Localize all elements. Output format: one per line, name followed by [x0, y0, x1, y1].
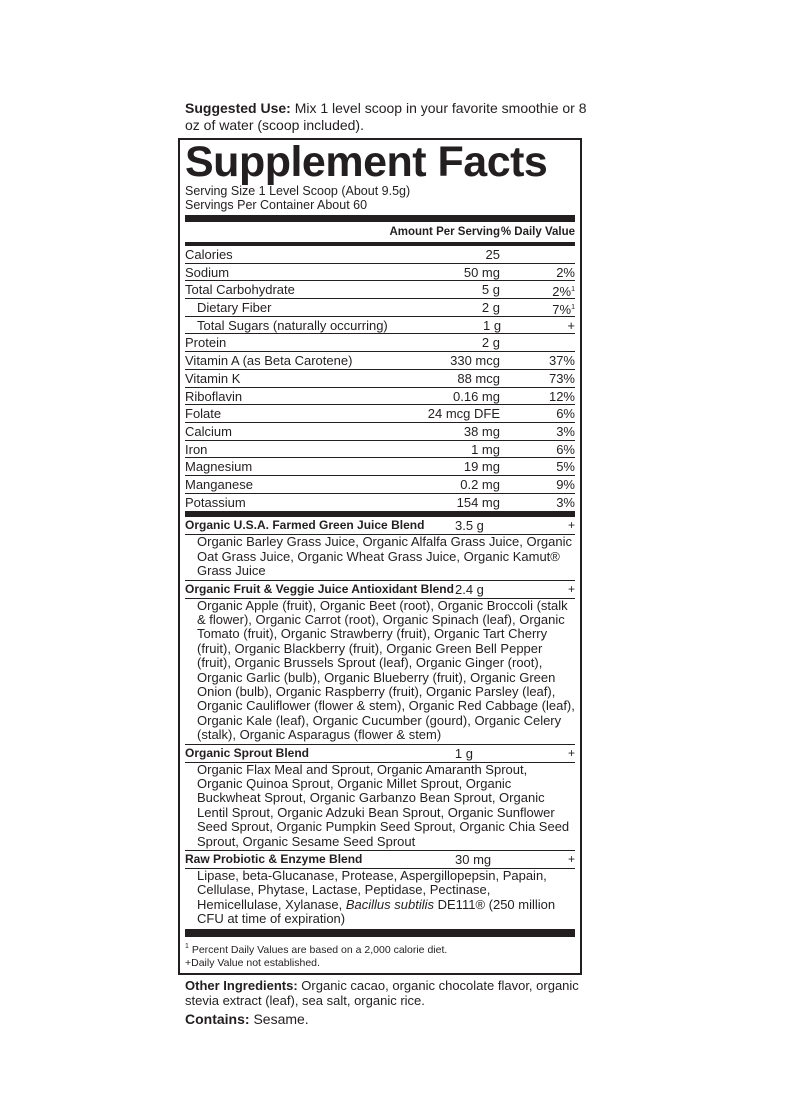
nutrient-amount: 2 g [481, 300, 500, 316]
blend-name: Organic Sprout Blend [185, 745, 310, 760]
nutrient-dv [500, 246, 575, 263]
nutrient-dv [500, 494, 575, 512]
nutrient-name: Vitamin K [185, 370, 241, 386]
blend-dv: + [567, 581, 575, 596]
suggested-use-label: Suggested Use: [185, 100, 291, 116]
footnote-1-sup: 1 [185, 942, 189, 950]
nutrient-dv-sup: 1 [571, 286, 575, 294]
nutrient-amount: 5 g [481, 282, 500, 298]
footnote-1 [185, 940, 575, 957]
nutrient-name: Manganese [185, 476, 253, 492]
nutrient-row [185, 441, 575, 459]
nutrient-amount: 88 mcg [457, 370, 500, 386]
blend-header [185, 850, 575, 868]
blend-name: Organic U.S.A. Farmed Green Juice Blend [185, 518, 425, 533]
nutrient-row [185, 476, 575, 494]
nutrient-dv [500, 405, 575, 422]
column-header [185, 222, 575, 246]
servings-per-container: Servings Per Container About 60 [185, 198, 368, 212]
blend-header [185, 744, 575, 762]
divider-bar [185, 215, 575, 222]
blend-ingredients: Organic Flax Meal and Sprout, Organic Amaranth Sprout, Organic Quinoa Sprout, Organic Millet Sprout, Organic Buckwheat Sprout, Organic Garbanzo Bean Sprout, Organic Lentil Sprout, Organic Adzuki Bean Sprout, Organic Sunflower Seed Sprout, Organic Pumpkin Seed Sprout, Organic Chia Seed Sprout, Organic Sesame Seed Sprout [185, 762, 575, 850]
nutrient-dv-value: + [567, 317, 575, 333]
nutrient-name: Dietary Fiber [197, 300, 272, 316]
suggested-use-text: Mix 1 level scoop in your favorite smoothie or 8 oz of water (scoop included). [185, 100, 587, 133]
nutrient-table [185, 246, 575, 511]
nutrient-name: Magnesium [185, 459, 253, 475]
header-dv: % Daily Value [500, 226, 575, 238]
blend-name: Raw Probiotic & Enzyme Blend [185, 852, 363, 867]
blend-dv: + [567, 518, 575, 533]
nutrient-row [185, 388, 575, 406]
nutrient-row [185, 423, 575, 441]
nutrient-row [185, 317, 575, 335]
contains-text: Sesame. [249, 1011, 309, 1027]
nutrient-dv [500, 476, 575, 493]
contains [185, 1012, 585, 1027]
nutrient-dv-value: 6% [556, 441, 575, 457]
nutrient-amount: 1 g [483, 317, 502, 333]
nutrient-amount: 0.2 mg [460, 476, 500, 492]
nutrient-row [185, 370, 575, 388]
nutrient-amount: 2 g [481, 335, 500, 351]
nutrient-dv [500, 299, 575, 316]
nutrient-amount: 24 mcg DFE [427, 406, 500, 422]
nutrient-dv-value: 7% [552, 302, 572, 318]
nutrient-dv [500, 352, 575, 369]
blend-ingredients: Organic Barley Grass Juice, Organic Alfalfa Grass Juice, Organic Oat Grass Juice, Organic Wheat Grass Juice, Organic Kamut® Grass Juice [185, 534, 575, 579]
nutrient-dv-value: 5% [556, 459, 575, 475]
nutrient-dv [500, 441, 575, 458]
nutrient-dv-value: 12% [548, 388, 575, 404]
nutrient-dv-value: 2% [556, 264, 575, 280]
nutrient-dv-value: 73% [548, 370, 575, 386]
nutrient-dv-value: 3% [556, 423, 575, 439]
footnotes [185, 937, 575, 970]
nutrient-dv-value: 6% [556, 406, 575, 422]
nutrient-row [185, 334, 575, 352]
other-ingredients [185, 978, 585, 1008]
blend-ingredients [185, 868, 575, 928]
nutrient-row [185, 458, 575, 476]
nutrient-dv-value: 2% [552, 284, 572, 300]
nutrient-name: Calcium [185, 423, 232, 439]
header-amount: Amount Per Serving [389, 226, 500, 238]
nutrient-dv [500, 370, 575, 387]
footnote-1-text: Percent Daily Values are based on a 2,000 calorie diet. [188, 943, 448, 956]
nutrient-dv [500, 388, 575, 405]
blend-header [185, 517, 575, 534]
blend-ingredients-italic: Bacillus subtilis [345, 896, 435, 912]
blend-header [185, 580, 575, 598]
blend-dv: + [567, 852, 575, 867]
nutrient-amount: 25 [485, 247, 500, 262]
nutrient-row [185, 246, 575, 264]
divider-bar [185, 929, 575, 937]
nutrient-row [185, 494, 575, 512]
blend-ingredients: Organic Apple (fruit), Organic Beet (root), Organic Broccoli (stalk & flower), Organic Carrot (root), Organic Spinach (leaf), Organic Tomato (fruit), Organic Strawberry (fruit), Organic Tart Cherry (fruit), Organic Blackberry (fruit), Organic Green Bell Pepper (fruit), Organic Brussels Sprout (leaf), Organic Ginger (root), Organic Garlic (bulb), Organic Blueberry (fruit), Organic Green Onion (bulb), Organic Raspberry (fruit), Organic Parsley (leaf), Organic Cauliflower (flower & stem), Organic Red Cabbage (leaf), Organic Kale (leaf), Organic Cucumber (gourd), Organic Celery (stalk), Organic Asparagus (flower & stem) [185, 598, 575, 744]
nutrient-amount: 38 mg [463, 423, 500, 439]
nutrient-dv [500, 423, 575, 440]
blend-amount: 1 g [454, 745, 473, 761]
nutrient-name: Folate [185, 406, 222, 422]
nutrient-name: Riboflavin [185, 388, 243, 404]
nutrient-name: Total Sugars (naturally occurring) [197, 317, 388, 333]
footnote-2: +Daily Value not established. [185, 956, 320, 969]
suggested-use [185, 100, 605, 134]
supplement-facts-panel [178, 138, 582, 975]
nutrient-row [185, 299, 575, 317]
nutrient-dv [500, 458, 575, 475]
nutrient-name: Total Carbohydrate [185, 282, 295, 298]
blend-section [185, 517, 575, 927]
nutrient-amount: 19 mg [463, 459, 500, 475]
nutrient-name: Calories [185, 247, 233, 262]
nutrient-amount: 330 mcg [450, 353, 500, 369]
blend-name: Organic Fruit & Veggie Juice Antioxidant Blend [185, 581, 454, 596]
blend-amount: 30 mg [455, 852, 492, 868]
nutrient-name: Vitamin A (as Beta Carotene) [185, 353, 353, 369]
bottom-info [185, 978, 585, 1027]
nutrient-row [185, 264, 575, 282]
nutrient-row [185, 281, 575, 299]
blend-dv: + [567, 745, 575, 760]
nutrient-dv-value: 3% [556, 494, 575, 510]
other-ingredients-label: Other Ingredients: [185, 978, 298, 993]
blend-amount: 2.4 g [455, 581, 484, 597]
nutrient-dv [500, 334, 575, 351]
nutrient-name: Sodium [185, 264, 230, 280]
nutrient-name: Protein [185, 335, 227, 351]
blend-ingredients-text: DE111® (250 million CFU at time of expiration) [197, 896, 556, 927]
nutrient-amount: 154 mg [456, 494, 500, 510]
serving-size: Serving Size 1 Level Scoop (About 9.5g) [185, 184, 411, 198]
nutrient-dv-value: 37% [548, 353, 575, 369]
nutrient-dv [500, 264, 575, 281]
nutrient-amount: 0.16 mg [453, 388, 500, 404]
nutrient-dv [501, 317, 575, 334]
nutrient-amount: 50 mg [463, 264, 500, 280]
nutrient-name: Potassium [185, 494, 246, 510]
blend-amount: 3.5 g [455, 518, 484, 534]
nutrient-name: Iron [185, 441, 208, 457]
nutrient-row [185, 405, 575, 423]
contains-label: Contains: [185, 1011, 250, 1027]
nutrient-dv [500, 281, 575, 298]
nutrient-row [185, 352, 575, 370]
blend-ingredients-text: Lipase, beta-Glucanase, Protease, Aspergillopepsin, Papain, Cellulase, Phytase, Lactase, Peptidase, Pectinase, Hemicellulase, Xylanase, [197, 868, 547, 912]
other-ingredients-text: Organic cacao, organic chocolate flavor, organic stevia extract (leaf), sea salt, organic rice. [185, 978, 579, 1008]
nutrient-dv-sup: 1 [571, 304, 575, 312]
panel-title: Supplement Facts [185, 138, 548, 186]
nutrient-amount: 1 mg [471, 441, 500, 457]
nutrient-dv-value: 9% [556, 476, 575, 492]
